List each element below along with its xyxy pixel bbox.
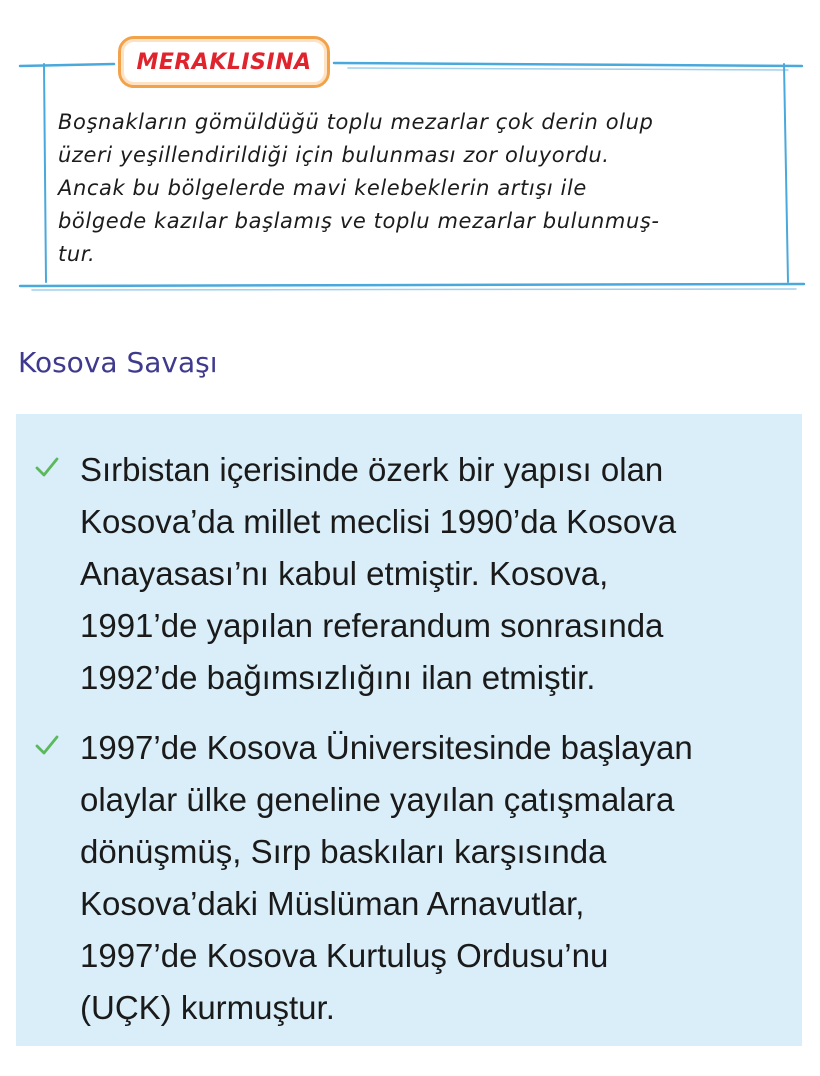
- info-box: [16, 414, 802, 1046]
- bullet-line: olaylar ülke geneline yayılan çatışmalara: [80, 781, 675, 818]
- bullet-text: [80, 722, 796, 1034]
- note-badge: [118, 36, 330, 88]
- section-title: Kosova Savaşı: [18, 346, 218, 379]
- note-text: [58, 106, 778, 271]
- bullet-line: 1992’de bağımsızlığını ilan etmiştir.: [80, 659, 596, 696]
- curiosity-note: [18, 0, 808, 300]
- bullet-line: Kosova’daki Müslüman Arnavutlar,: [80, 885, 585, 922]
- bullet-line: Anayasası’nı kabul etmiştir. Kosova,: [80, 555, 609, 592]
- bullet-line: 1997’de Kosova Üniversitesinde başlayan: [80, 729, 693, 766]
- note-line: bölgede kazılar başlamış ve toplu mezarlar bulunmuş-: [58, 209, 660, 233]
- note-line: tur.: [58, 242, 96, 266]
- note-line: üzeri yeşillendirildiği için bulunması zor oluyordu.: [58, 143, 610, 167]
- note-line: Boşnakların gömüldüğü toplu mezarlar çok derin olup: [58, 110, 654, 134]
- bullet-text: [80, 444, 796, 704]
- bullet-line: Kosova’da millet meclisi 1990’da Kosova: [80, 503, 677, 540]
- bullet-line: dönüşmüş, Sırp baskıları karşısında: [80, 833, 607, 870]
- note-line: Ancak bu bölgelerde mavi kelebeklerin artışı ile: [58, 176, 587, 200]
- bullet-line: 1997’de Kosova Kurtuluş Ordusu’nu: [80, 937, 609, 974]
- bullet-line: 1991’de yapılan referandum sonrasında: [80, 607, 664, 644]
- bullet-line: Sırbistan içerisinde özerk bir yapısı olan: [80, 451, 664, 488]
- check-icon: [34, 732, 60, 758]
- bullet-line: (UÇK) kurmuştur.: [80, 989, 335, 1026]
- note-badge-label: MERAKLISINA: [136, 49, 312, 75]
- check-icon: [34, 454, 60, 480]
